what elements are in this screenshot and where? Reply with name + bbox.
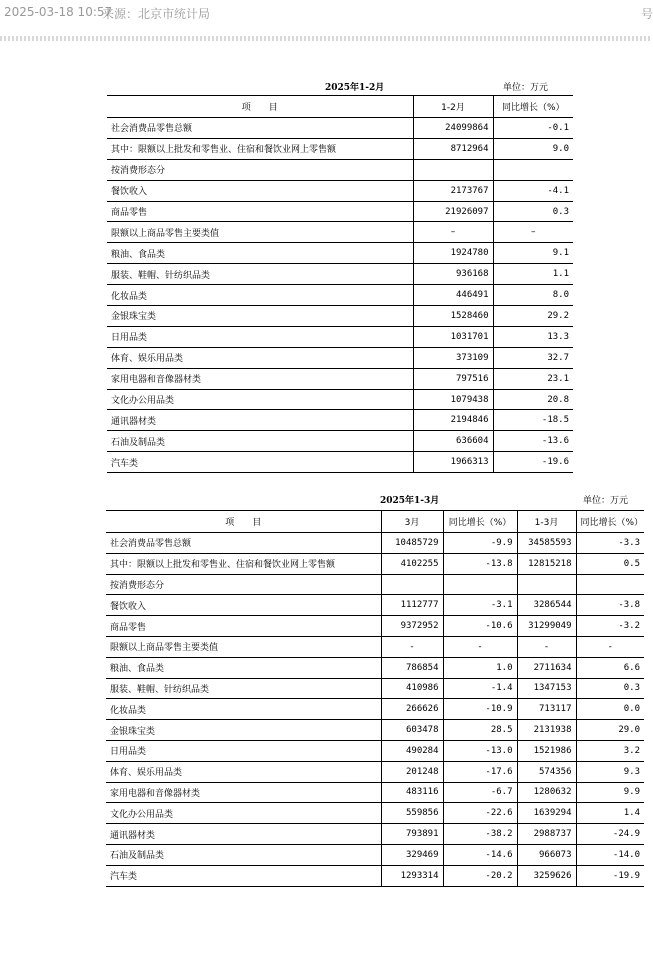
cell-value: 34585593 (517, 533, 576, 554)
col-item-header: 项 目 (106, 511, 381, 533)
cell-value: 24099864 (413, 118, 493, 139)
cell-value: 266626 (381, 699, 443, 720)
table-row (106, 636, 644, 657)
cell-value: -9.9 (443, 533, 517, 554)
cell-value: 797516 (413, 368, 493, 389)
cell-value: 603478 (381, 720, 443, 741)
row-label: 日用品类 (106, 740, 381, 761)
table-2025-jan-mar (106, 510, 644, 887)
cell-value: -6.7 (443, 782, 517, 803)
cell-value: -14.6 (443, 844, 517, 865)
table-row (106, 595, 644, 616)
table-row (107, 347, 573, 368)
cell-value: 966073 (517, 844, 576, 865)
cell-value: 329469 (381, 844, 443, 865)
row-label: 文化办公用品类 (106, 803, 381, 824)
row-label: 社会消费品零售总额 (106, 533, 381, 554)
cell-value: 3286544 (517, 595, 576, 616)
cell-value: 31299049 (517, 616, 576, 637)
row-label: 其中：限额以上批发和零售业、住宿和餐饮业网上零售额 (107, 138, 413, 159)
table-row (107, 452, 573, 473)
cell-value: 1639294 (517, 803, 576, 824)
row-label: 按消费形态分 (106, 574, 381, 595)
row-label: 粮油、食品类 (107, 243, 413, 264)
row-label: 服装、鞋帽、针纺织品类 (106, 678, 381, 699)
cell-value: 9.1 (493, 243, 573, 264)
cell-value: 1347153 (517, 678, 576, 699)
cell-value: -38.2 (443, 824, 517, 845)
cell-value: 3.2 (576, 740, 644, 761)
table-row (106, 865, 644, 886)
cell-value: -13.8 (443, 553, 517, 574)
cell-value: 2194846 (413, 410, 493, 431)
cell-value: 28.5 (443, 720, 517, 741)
cell-value: - (576, 636, 644, 657)
table-row (106, 533, 644, 554)
row-label: 限额以上商品零售主要类值 (106, 636, 381, 657)
cell-value: -13.6 (493, 431, 573, 452)
table-row (107, 368, 573, 389)
cell-value: 1280632 (517, 782, 576, 803)
table-row (106, 844, 644, 865)
cell-value: 9.3 (576, 761, 644, 782)
cell-value: 0.5 (576, 553, 644, 574)
cell-value: 12815218 (517, 553, 576, 574)
cell-value: - (517, 636, 576, 657)
row-label: 化妆品类 (106, 699, 381, 720)
row-label: 其中：限额以上批发和零售业、住宿和餐饮业网上零售额 (106, 553, 381, 574)
cell-value: 2131938 (517, 720, 576, 741)
table-row (107, 431, 573, 452)
row-label: 体育、娱乐用品类 (107, 347, 413, 368)
cell-value: 9372952 (381, 616, 443, 637)
cell-value: 32.7 (493, 347, 573, 368)
cell-value (576, 574, 644, 595)
table-row (107, 306, 573, 327)
table2-unit: 单位：万元 (583, 496, 629, 506)
table-row (107, 138, 573, 159)
cell-value (381, 574, 443, 595)
table-row (106, 678, 644, 699)
cell-value (517, 574, 576, 595)
table-row (107, 201, 573, 222)
cell-value: -13.0 (443, 740, 517, 761)
cell-value: -14.0 (576, 844, 644, 865)
table-row (107, 285, 573, 306)
cell-value: -3.3 (576, 533, 644, 554)
dotted-separator (0, 36, 650, 41)
cell-value: 13.3 (493, 326, 573, 347)
cell-value: 9.9 (576, 782, 644, 803)
cell-value: – (493, 222, 573, 243)
row-label: 石油及制品类 (106, 844, 381, 865)
col-growth-header: 同比增长（%） (493, 96, 573, 118)
cell-value: -4.1 (493, 180, 573, 201)
cell-value: 21926097 (413, 201, 493, 222)
cell-value: -19.6 (493, 452, 573, 473)
row-label: 金银珠宝类 (106, 720, 381, 741)
cell-value: 410986 (381, 678, 443, 699)
row-label: 汽车类 (107, 452, 413, 473)
table-row (107, 389, 573, 410)
cell-value: 0.0 (576, 699, 644, 720)
cell-value: 0.3 (576, 678, 644, 699)
cell-value (443, 574, 517, 595)
row-label: 汽车类 (106, 865, 381, 886)
cell-value: 4102255 (381, 553, 443, 574)
cell-value: 6.6 (576, 657, 644, 678)
row-label: 餐饮收入 (107, 180, 413, 201)
table-row (106, 553, 644, 574)
publish-date: 2025-03-18 10:57 (4, 5, 113, 19)
table-row (106, 803, 644, 824)
row-label: 服装、鞋帽、针纺织品类 (107, 264, 413, 285)
cell-value: 446491 (413, 285, 493, 306)
cell-value: 10485729 (381, 533, 443, 554)
row-label: 金银珠宝类 (107, 306, 413, 327)
cell-value: -19.9 (576, 865, 644, 886)
col-value-header: 1-2月 (413, 96, 493, 118)
cell-value: 936168 (413, 264, 493, 285)
table-row (106, 782, 644, 803)
cell-value: -10.9 (443, 699, 517, 720)
cell-value: 8.0 (493, 285, 573, 306)
cell-value: 201248 (381, 761, 443, 782)
col-march-header: 3月 (381, 511, 443, 533)
cell-value: 1031701 (413, 326, 493, 347)
row-label: 商品零售 (106, 616, 381, 637)
row-label: 商品零售 (107, 201, 413, 222)
table-row (107, 118, 573, 139)
cell-value: 9.0 (493, 138, 573, 159)
cell-value: 490284 (381, 740, 443, 761)
cell-value: 636604 (413, 431, 493, 452)
row-label: 限额以上商品零售主要类值 (107, 222, 413, 243)
cell-value: 2988737 (517, 824, 576, 845)
cell-value: 559856 (381, 803, 443, 824)
cell-value: 1112777 (381, 595, 443, 616)
cell-value: 1.1 (493, 264, 573, 285)
cell-value: 2711634 (517, 657, 576, 678)
table-row (106, 720, 644, 741)
cell-value: -10.6 (443, 616, 517, 637)
table-row (106, 699, 644, 720)
cell-value: 20.8 (493, 389, 573, 410)
table-header-row (106, 511, 644, 533)
cell-value: 1924780 (413, 243, 493, 264)
col-q1-header: 1-3月 (517, 511, 576, 533)
table2-title: 2025年1-3月 (380, 496, 440, 506)
row-label: 通讯器材类 (107, 410, 413, 431)
row-label: 文化办公用品类 (107, 389, 413, 410)
cell-value: 3259626 (517, 865, 576, 886)
table-row (107, 222, 573, 243)
cell-value: 713117 (517, 699, 576, 720)
cell-value: - (443, 636, 517, 657)
cell-value: 1079438 (413, 389, 493, 410)
col-march-growth-header: 同比增长（%） (443, 511, 517, 533)
cell-value: -24.9 (576, 824, 644, 845)
cell-value: - (381, 636, 443, 657)
table-row (107, 410, 573, 431)
table-row (106, 657, 644, 678)
table-row (107, 326, 573, 347)
table-row (106, 740, 644, 761)
source-label[interactable]: 来源：北京市统计局 (102, 7, 211, 21)
row-label: 社会消费品零售总额 (107, 118, 413, 139)
cell-value: -3.8 (576, 595, 644, 616)
row-label: 通讯器材类 (106, 824, 381, 845)
table-row (107, 243, 573, 264)
row-label: 家用电器和音像器材类 (106, 782, 381, 803)
row-label: 按消费形态分 (107, 159, 413, 180)
cell-value: 574356 (517, 761, 576, 782)
cell-value: -0.1 (493, 118, 573, 139)
cell-value: – (413, 222, 493, 243)
row-label: 粮油、食品类 (106, 657, 381, 678)
table-row (106, 824, 644, 845)
cell-value: 1966313 (413, 452, 493, 473)
row-label: 石油及制品类 (107, 431, 413, 452)
cell-value: 1521986 (517, 740, 576, 761)
cell-value: 1528460 (413, 306, 493, 327)
cell-value: -3.2 (576, 616, 644, 637)
cell-value (493, 159, 573, 180)
cell-value: 483116 (381, 782, 443, 803)
table-row (106, 761, 644, 782)
cell-value: 8712964 (413, 138, 493, 159)
cell-value: 373109 (413, 347, 493, 368)
table-row (106, 574, 644, 595)
cell-value: -1.4 (443, 678, 517, 699)
table-row (107, 159, 573, 180)
cell-value: 1293314 (381, 865, 443, 886)
cell-value: -22.6 (443, 803, 517, 824)
cell-value: 0.3 (493, 201, 573, 222)
row-label: 餐饮收入 (106, 595, 381, 616)
cell-value: 786854 (381, 657, 443, 678)
cell-value: 793891 (381, 824, 443, 845)
row-label: 家用电器和音像器材类 (107, 368, 413, 389)
table-row (107, 180, 573, 201)
cell-value: -3.1 (443, 595, 517, 616)
table-2025-jan-feb (107, 95, 573, 473)
cell-value: 29.2 (493, 306, 573, 327)
col-item-header: 项 目 (107, 96, 413, 118)
col-q1-growth-header: 同比增长（%） (576, 511, 644, 533)
cell-value: 23.1 (493, 368, 573, 389)
table1-title: 2025年1-2月 (325, 83, 385, 93)
cell-value: -20.2 (443, 865, 517, 886)
row-label: 日用品类 (107, 326, 413, 347)
table-header-row (107, 96, 573, 118)
row-label: 化妆品类 (107, 285, 413, 306)
corner-text: 号 (641, 7, 653, 21)
row-label: 体育、娱乐用品类 (106, 761, 381, 782)
table-row (106, 616, 644, 637)
top-bar (0, 0, 653, 26)
cell-value: 1.0 (443, 657, 517, 678)
cell-value: 29.0 (576, 720, 644, 741)
table1-unit: 单位：万元 (503, 83, 549, 93)
cell-value: 1.4 (576, 803, 644, 824)
cell-value (413, 159, 493, 180)
table-row (107, 264, 573, 285)
cell-value: -17.6 (443, 761, 517, 782)
cell-value: -18.5 (493, 410, 573, 431)
cell-value: 2173767 (413, 180, 493, 201)
